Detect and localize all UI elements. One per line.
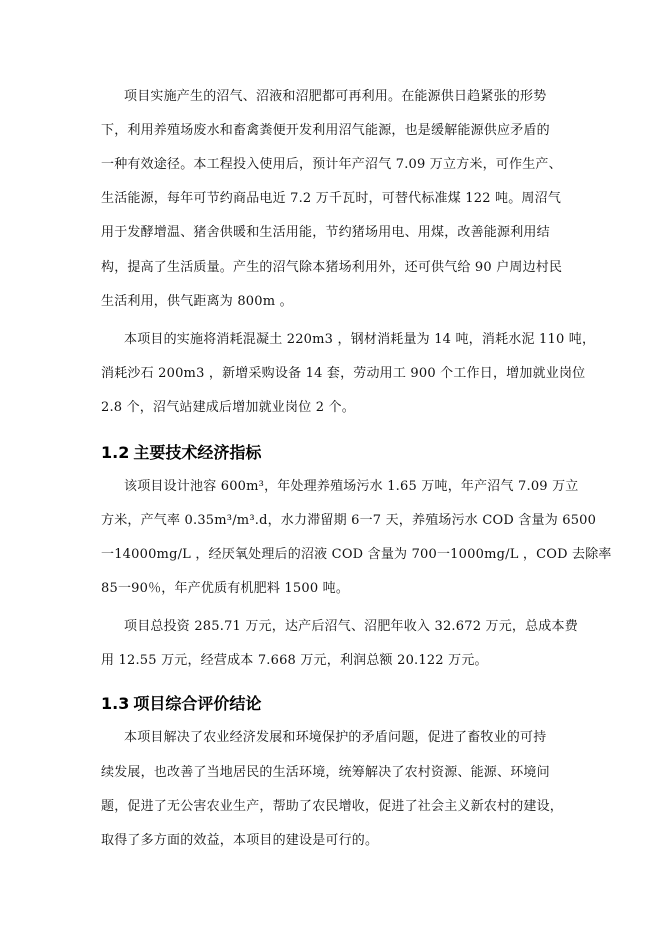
paragraph-line: 下，利用养殖场废水和畜禽粪便开发利用沼气能源，也是缓解能源供应矛盾的 [101,123,550,138]
paragraph-line: 该项目设计池容 600m³，年处理养殖场污水 1.65 万吨，年产沼气 7.09 万立 [124,479,579,494]
paragraph-line: 题，促进了无公害农业生产，帮助了农民增收，促进了社会主义新农村的建设， [101,799,564,814]
paragraph-line: 消耗沙石 200m3 ，新增采购设备 14 套，劳动用工 900 个工作日，增加就业岗位 [101,366,586,381]
paragraph-line: 方米，产气率 0.35m³/m³.d，水力滞留期 6一7 天，养殖场污水 COD 含量为 6500 [101,513,597,528]
paragraph-line: 85一90％，年产优质有机肥料 1500 吨。 [101,581,350,596]
heading-number: 1.3 [101,694,130,713]
paragraph-line: 用于发酵增温、猪舍供暖和生活用能，节约猪场用电、用煤，改善能源利用结 [101,225,550,240]
heading-title: 项目综合评价结论 [133,694,262,713]
paragraph-line: 项目总投资 285.71 万元，达产后沼气、沼肥年收入 32.672 万元，总成本费 [124,619,578,634]
paragraph-line: 项目实施产生的沼气、沼液和沼肥都可再利用。在能源供日趋紧张的形势 [124,89,547,104]
heading-number: 1.2 [101,443,130,462]
section-heading [101,692,261,716]
paragraph-line: 2.8 个，沼气站建成后增加就业岗位 2 个。 [101,400,355,415]
paragraph-line: 用 12.55 万元，经营成本 7.668 万元，利润总额 20.122 万元。 [101,653,488,668]
paragraph-line: 一种有效途径。本工程投入使用后，预计年产沼气 7.09 万立方米，可作生产、 [101,157,562,172]
paragraph-line: 构，提高了生活质量。产生的沼气除本猪场利用外，还可供气给 90 户周边村民 [101,260,563,275]
section-heading [101,441,261,465]
paragraph-line: 取得了多方面的效益，本项目的建设是可行的。 [101,833,379,848]
paragraph-line: 本项目解决了农业经济发展和环境保护的矛盾问题，促进了畜牧业的可持 [124,730,547,745]
paragraph-line: 一14000mg/L ，经厌氧处理后的沼液 COD 含量为 700一1000mg/L ，COD 去除率 [101,547,612,562]
paragraph-line: 生活利用，供气距离为 800m 。 [101,294,293,309]
paragraph-line: 生活能源，每年可节约商品电近 7.2 万千瓦时，可替代标准煤 122 吨。周沼气 [101,191,562,206]
paragraph-line: 本项目的实施将消耗混凝土 220m3 ，钢材消耗量为 14 吨，消耗水泥 110 吨， [124,332,596,347]
heading-title: 主要技术经济指标 [133,443,262,462]
paragraph-line: 续发展，也改善了当地居民的生活环境，统筹解决了农村资源、能源、环境问 [101,765,550,780]
